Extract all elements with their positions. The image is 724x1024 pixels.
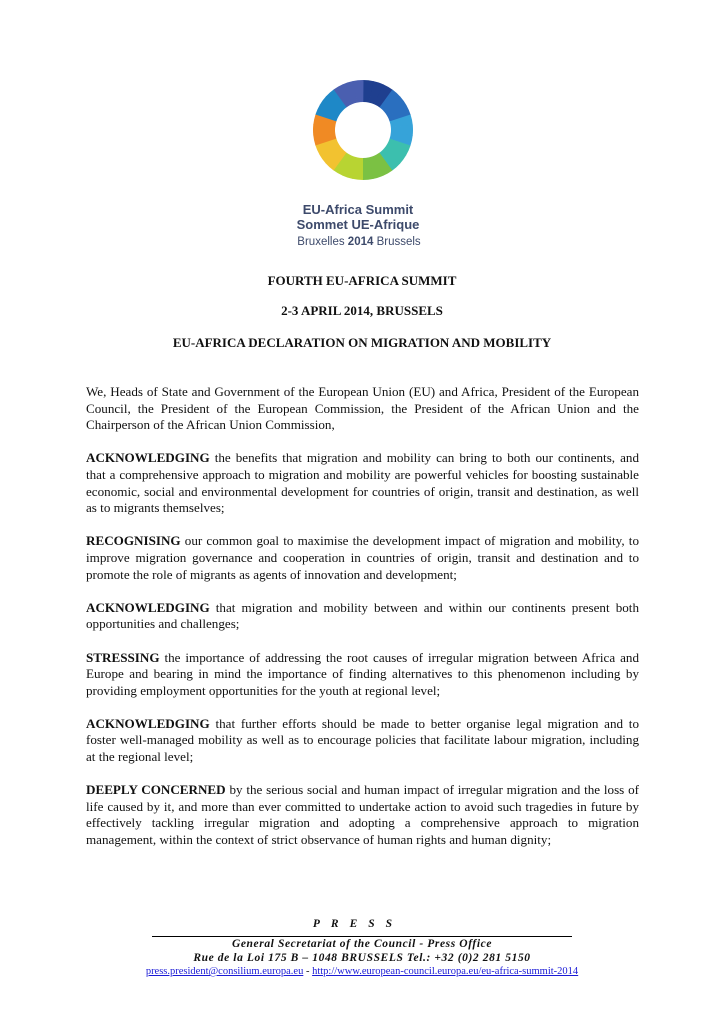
declaration-heading: EU-AFRICA DECLARATION ON MIGRATION AND MOBILITY	[172, 335, 552, 350]
press-email-link[interactable]: press.president@consilium.europa.eu	[145, 966, 304, 977]
logo-caption	[0, 202, 724, 250]
declaration-body	[86, 384, 639, 865]
summit-website-link[interactable]: http://www.european-council.europa.eu/eu-africa-summit-2014	[312, 966, 579, 977]
logo-location: Bruxelles 2014 Brussels	[297, 236, 421, 248]
footer-links: press.president@consilium.europa.eu - http://www.european-council.europa.eu/eu-africa-summit-2014	[145, 966, 579, 977]
footer-address: Rue de la Loi 175 B – 1048 BRUSSELS Tel.: +32 (0)2 281 5150	[193, 952, 531, 964]
paragraph-acknowledging-legal-migration: ACKNOWLEDGING that further efforts should be made to better organise legal migration and to foster well-managed mobility as well as to encourage policies that facilitate labour migration, including at the regional level;	[86, 715, 639, 765]
paragraph-acknowledging-benefits: ACKNOWLEDGING the benefits that migration and mobility can bring to both our continents, and that a comprehensive approach to migration and mobility are powerful vehicles for boosting sustainable economic, social and environmental development for countries of origin, transit and destination, as well as to migrants themselves;	[86, 450, 639, 516]
paragraph-stressing: STRESSING the importance of addressing the root causes of irregular migration between Africa and Europe and bearing in mind the importance of finding alternatives to this phenomenon including by providing employment opportunities for the youth at regional level;	[86, 649, 639, 698]
paragraph-intro: We, Heads of State and Government of the European Union (EU) and Africa, President of the European Council, the President of the European Commission, the President of the African Union and the Chairperson of the African Union Commission,	[86, 384, 639, 433]
logo-title-fr: Sommet UE-Afrique	[296, 217, 420, 232]
logo-title-en: EU-Africa Summit	[302, 202, 414, 217]
paragraph-deeply-concerned: DEEPLY CONCERNED by the serious social and human impact of irregular migration and the loss of life caused by it, and more than ever committed to undertake action to avoid such tragedies in future by effectively tackling irregular migration and adopting a comprehensive approach to migration management, within the context of strict observance of human rights and human dignity;	[86, 782, 639, 848]
footer-press-label: PRESS	[312, 918, 404, 930]
summit-heading: FOURTH EU-AFRICA SUMMIT	[267, 273, 457, 288]
date-heading: 2-3 APRIL 2014, BRUSSELS	[281, 303, 443, 318]
paragraph-acknowledging-opportunities: ACKNOWLEDGING that migration and mobility between and within our continents present both opportunities and challenges;	[86, 599, 639, 632]
footer-office: General Secretariat of the Council - Press Office	[231, 938, 493, 950]
eu-africa-summit-logo	[311, 78, 415, 182]
paragraph-recognising: RECOGNISING our common goal to maximise the development impact of migration and mobility, to improve migration governance and cooperation in countries of origin, transit and destination and to promote the role of migrants as agents of innovation and development;	[86, 533, 639, 582]
